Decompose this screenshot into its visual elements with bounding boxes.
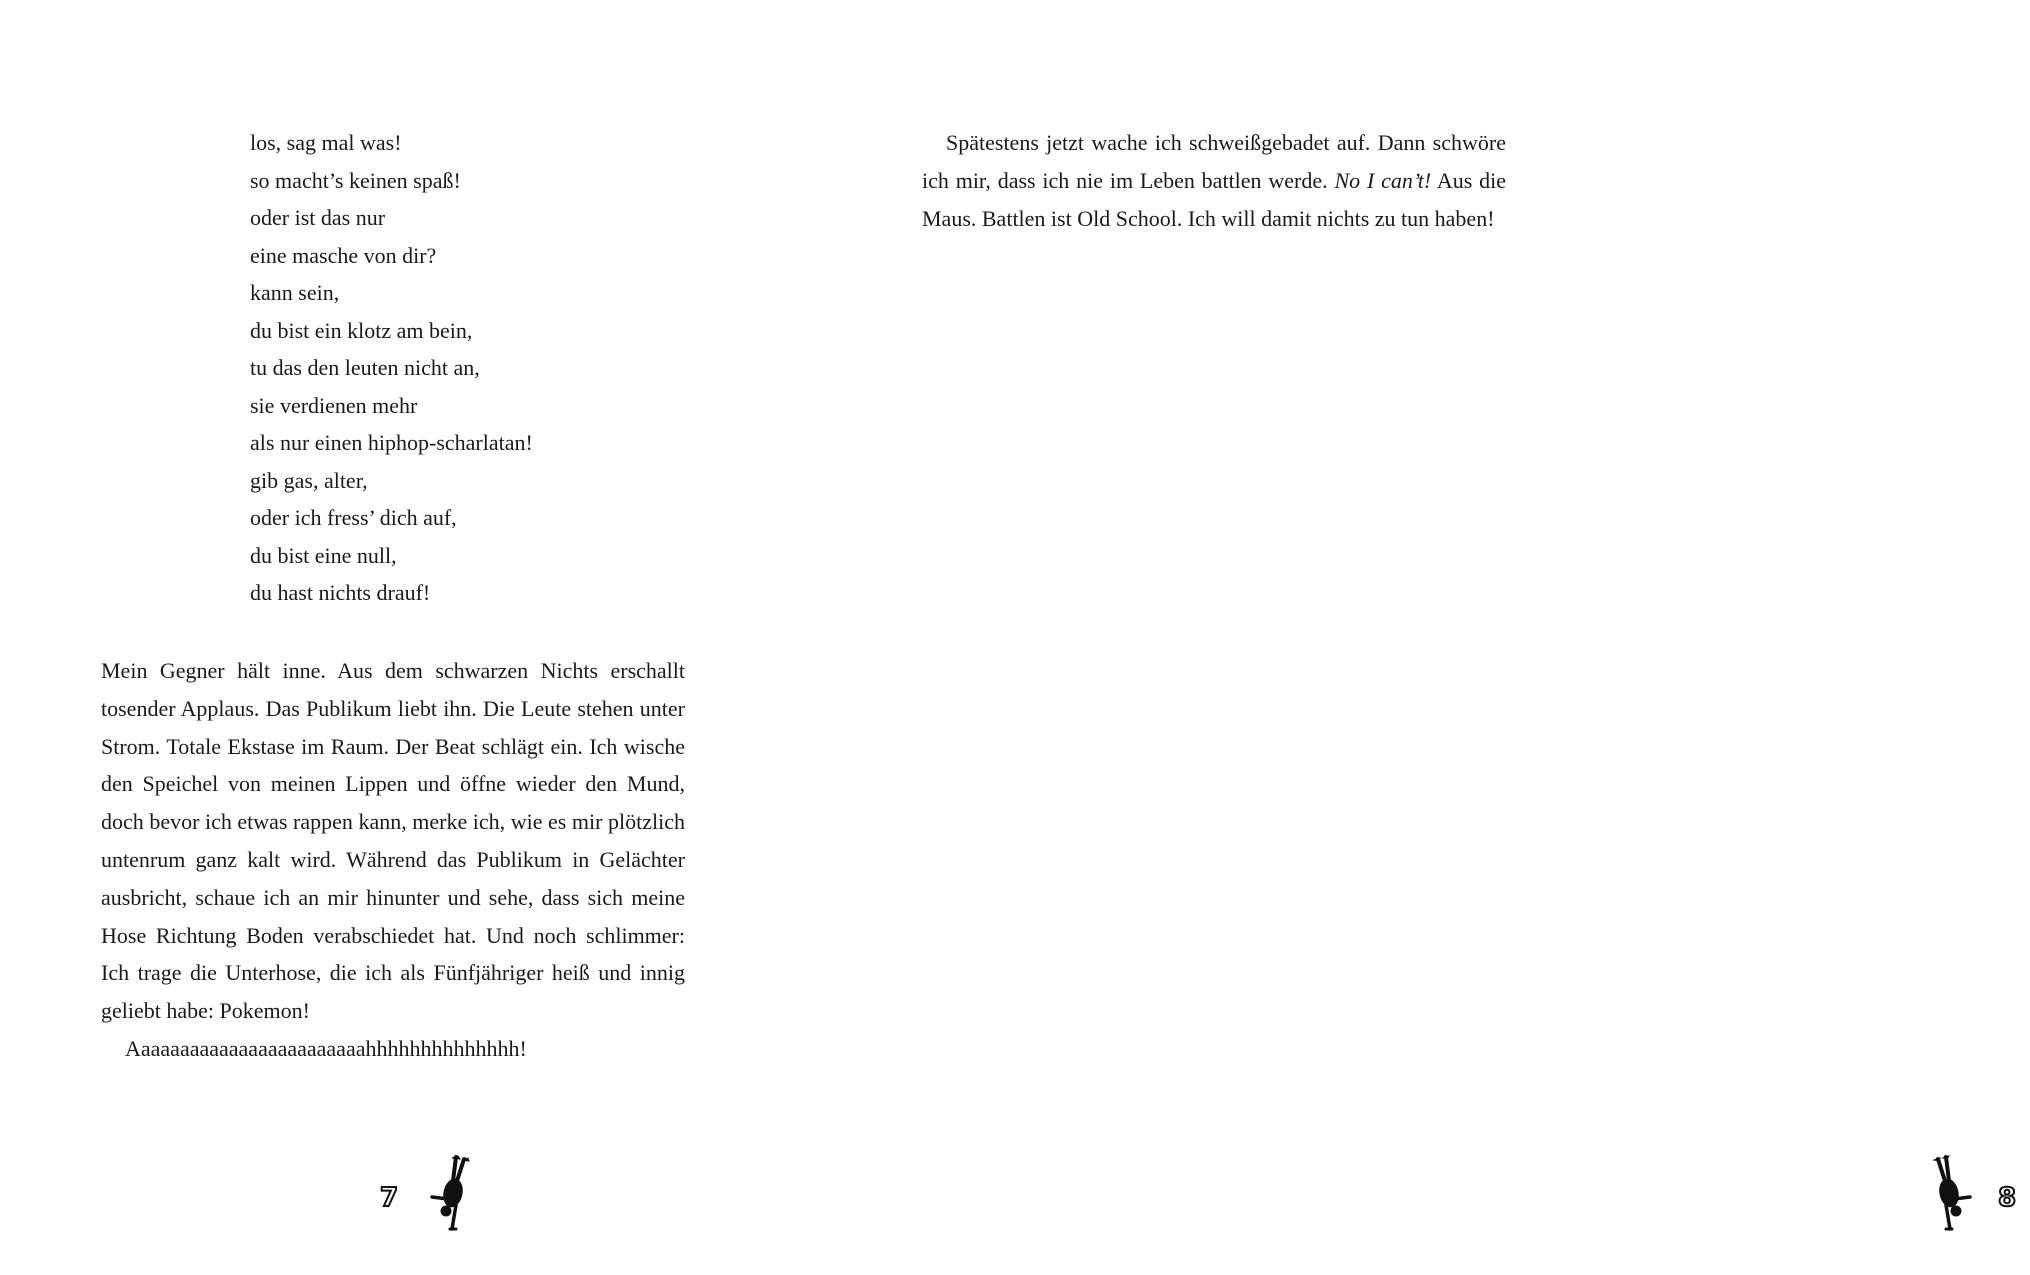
page-number: 8 (1998, 1183, 2017, 1213)
poem-line: kann sein, (250, 280, 340, 305)
page-footer (1920, 1155, 2030, 1235)
poem-line: tu das den leuten nicht an, (250, 355, 480, 380)
page-footer (380, 1155, 490, 1235)
right-page (800, 0, 2017, 1275)
page-number: 7 (380, 1183, 399, 1213)
poem-line: oder ist das nur (250, 205, 386, 230)
poem-line: los, sag mal was! (250, 130, 402, 155)
rap-verse (250, 124, 533, 612)
poem-line: du bist ein klotz am bein, (250, 317, 473, 343)
poem-line: als nur einen hiphop-scharlatan! (250, 430, 533, 455)
paragraph-text: Aus die Maus. Battlen ist Old School. Ich will damit nichts zu tun haben! (922, 167, 1506, 231)
breakdancer-silhouette-icon (426, 1155, 474, 1235)
body-paragraph (922, 124, 1506, 237)
poem-line: gib gas, alter, (250, 467, 368, 493)
poem-line: du bist eine null, (250, 542, 397, 568)
poem-line: eine masche von dir? (250, 242, 437, 268)
poem-line: sie verdienen mehr (250, 392, 418, 418)
paragraph-text: Spätestens jetzt wache ich schweißgebadet auf. Dann schwöre ich mir, dass ich nie im Leben battlen werde. (922, 130, 1506, 193)
body-paragraph: Mein Gegner hält inne. Aus dem schwarzen Nichts erschallt tosender Applaus. Das Publikum liebt ihn. Die Leute stehen unter Strom. Totale Ekstase im Raum. Der Beat schlägt ein. Ich wische den Speichel von meinen Lippen und öffne wieder den Mund, doch bevor ich etwas rappen kann, merke ich, wie es mir plötzlich untenrum ganz kalt wird. Während das Publikum in Gelächter ausbricht, schaue ich an mir hinunter und sehe, dass sich meine Hose Richtung Boden verabschiedet hat. Und noch schlimmer: Ich trage die Unterhose, die ich als Fünfjähriger heiß und innig geliebt habe: Pokemon! (101, 658, 685, 1024)
body-text (922, 124, 1506, 237)
poem-line: oder ich fress’ dich auf, (250, 505, 457, 530)
poem-line: so macht’s keinen spaß! (250, 167, 461, 193)
italic-phrase: No I can’t! (1334, 167, 1432, 193)
scream-line: Aaaaaaaaaaaaaaaaaaaaaaaahhhhhhhhhhhhhh! (125, 1035, 527, 1061)
body-text (101, 652, 685, 1068)
left-page (0, 0, 800, 1275)
poem-line: du hast nichts drauf! (250, 580, 431, 605)
breakdancer-silhouette-icon (1928, 1155, 1976, 1235)
